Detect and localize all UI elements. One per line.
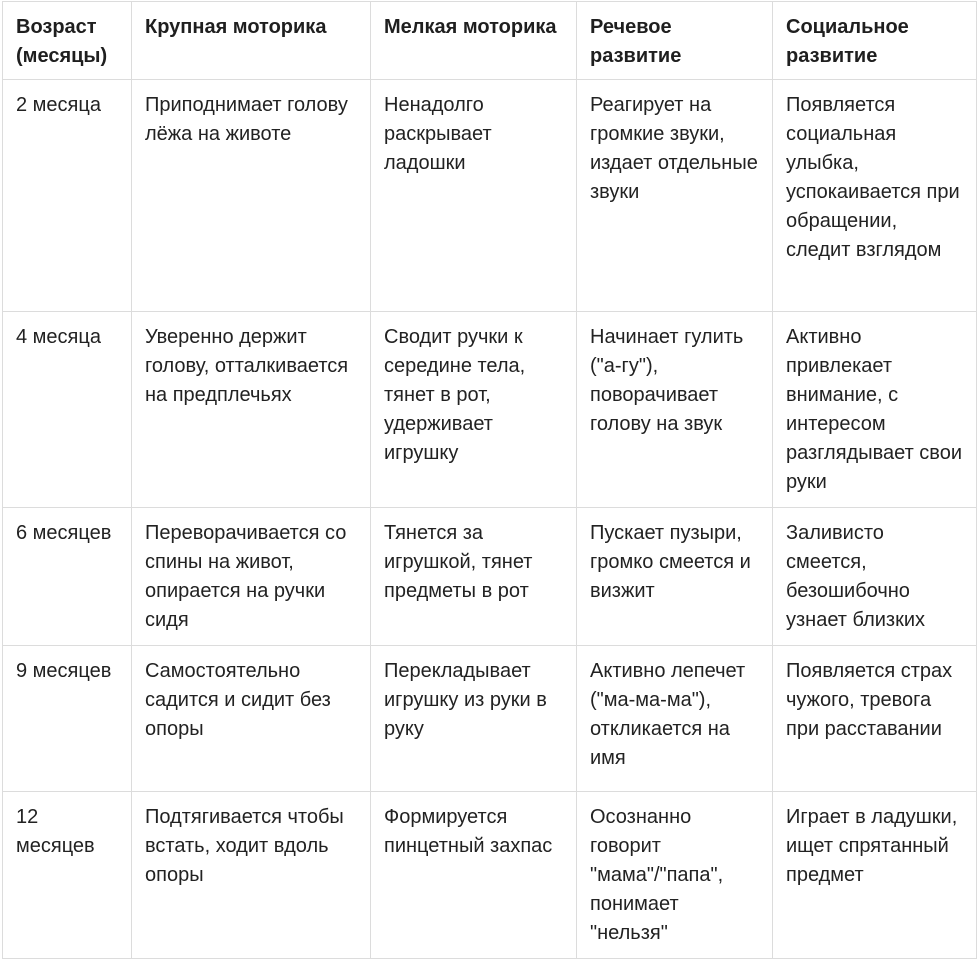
cell-social: Появляется страх чужого, тревога при расставании xyxy=(773,646,977,792)
cell-speech: Реагирует на громкие звуки, издает отдельные звуки xyxy=(577,80,773,312)
table-row xyxy=(3,312,977,508)
cell-fine-motor: Формируется пинцетный захпас xyxy=(371,792,577,959)
cell-gross-motor: Уверенно держит голову, отталкивается на предплечьях xyxy=(132,312,371,508)
cell-fine-motor: Перекладывает игрушку из руки в руку xyxy=(371,646,577,792)
cell-age: 2 месяца xyxy=(3,80,132,312)
cell-gross-motor: Подтягивается чтобы встать, ходит вдоль опоры xyxy=(132,792,371,959)
cell-age: 4 месяца xyxy=(3,312,132,508)
cell-social: Играет в ладушки, ищет спрятанный предмет xyxy=(773,792,977,959)
cell-gross-motor: Переворачивается со спины на живот, опирается на ручки сидя xyxy=(132,508,371,646)
header-gross-motor: Крупная моторика xyxy=(132,2,371,80)
development-milestones-table xyxy=(2,1,977,959)
cell-fine-motor: Сводит ручки к середине тела, тянет в рот, удерживает игрушку xyxy=(371,312,577,508)
cell-age: 9 месяцев xyxy=(3,646,132,792)
cell-gross-motor: Самостоятельно садится и сидит без опоры xyxy=(132,646,371,792)
header-social: Социальное развитие xyxy=(773,2,977,80)
cell-social: Появляется социальная улыбка, успокаивается при обращении, следит взглядом xyxy=(773,80,977,312)
cell-speech: Осознанно говорит "мама"/"папа", понимает "нельзя" xyxy=(577,792,773,959)
table-row xyxy=(3,792,977,959)
table-row xyxy=(3,80,977,312)
cell-gross-motor: Приподнимает голову лёжа на животе xyxy=(132,80,371,312)
table-row xyxy=(3,508,977,646)
table-body xyxy=(3,80,977,959)
table-row xyxy=(3,646,977,792)
header-row xyxy=(3,2,977,80)
cell-speech: Начинает гулить ("а-гу"), поворачивает голову на звук xyxy=(577,312,773,508)
header-speech: Речевое развитие xyxy=(577,2,773,80)
header-age: Возраст (месяцы) xyxy=(3,2,132,80)
table-header xyxy=(3,2,977,80)
cell-age: 12 месяцев xyxy=(3,792,132,959)
cell-age: 6 месяцев xyxy=(3,508,132,646)
cell-speech: Активно лепечет ("ма-ма-ма"), откликается на имя xyxy=(577,646,773,792)
cell-social: Активно привлекает внимание, с интересом разглядывает свои руки xyxy=(773,312,977,508)
cell-social: Заливисто смеется, безошибочно узнает близких xyxy=(773,508,977,646)
cell-speech: Пускает пузыри, громко смеется и визжит xyxy=(577,508,773,646)
cell-fine-motor: Тянется за игрушкой, тянет предметы в рот xyxy=(371,508,577,646)
cell-fine-motor: Ненадолго раскрывает ладошки xyxy=(371,80,577,312)
header-fine-motor: Мелкая моторика xyxy=(371,2,577,80)
